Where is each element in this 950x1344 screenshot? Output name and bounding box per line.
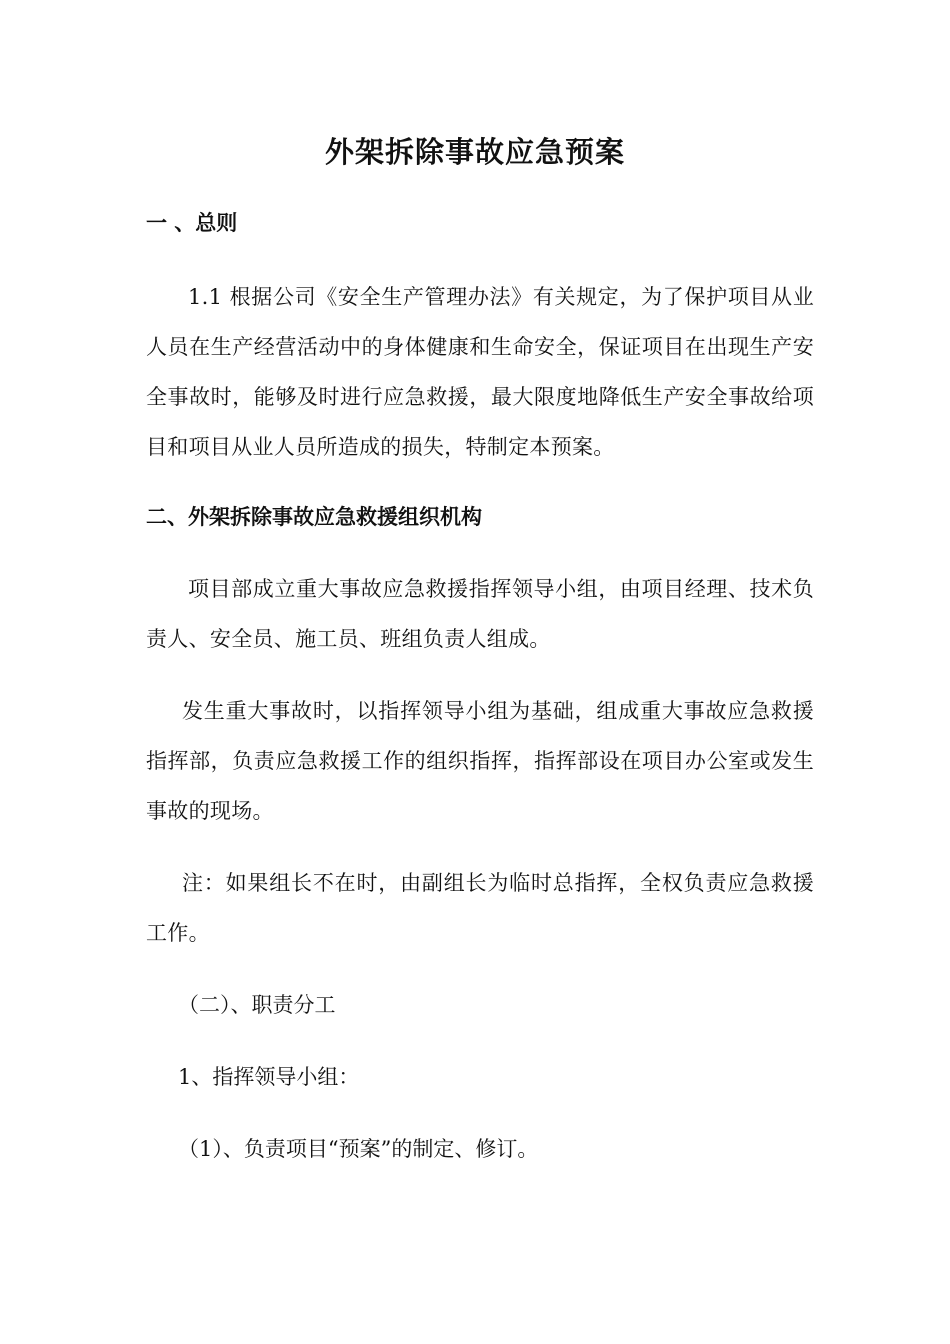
list-item-leadership: 1、指挥领导小组： (178, 1065, 360, 1089)
section-heading-general: 一 、总则 (146, 210, 238, 235)
section-heading-organization: 二、外架拆除事故应急救援组织机构 (146, 504, 482, 529)
document-title: 外架拆除事故应急预案 (324, 135, 625, 169)
paragraph-command-center: 发生重大事故时，以指挥领导小组为基础，组成重大事故应急救援指挥部，负责应急救援工作的组织指挥，指挥部设在项目办公室或发生事故的现场。 (146, 699, 814, 823)
paragraph-note: 注：如果组长不在时，由副组长为临时总指挥，全权负责应急救援工作。 (146, 871, 814, 945)
paragraph-leadership-group: 项目部成立重大事故应急救援指挥领导小组，由项目经理、技术负责人、安全员、施工员、班组负责人组成。 (146, 577, 814, 651)
subsection-duties: （二）、职责分工 (178, 993, 336, 1017)
paragraph-purpose: 1.1 根据公司《安全生产管理办法》有关规定，为了保护项目从业人员在生产经营活动中的身体健康和生命安全，保证项目在出现生产安全事故时，能够及时进行应急救援，最大限度地降低生产安全事故给项目和项目从业人员所造成的损失，特制定本预案。 (146, 285, 814, 459)
list-item-plan-revision: （1）、负责项目“预案”的制定、修订。 (178, 1137, 539, 1161)
